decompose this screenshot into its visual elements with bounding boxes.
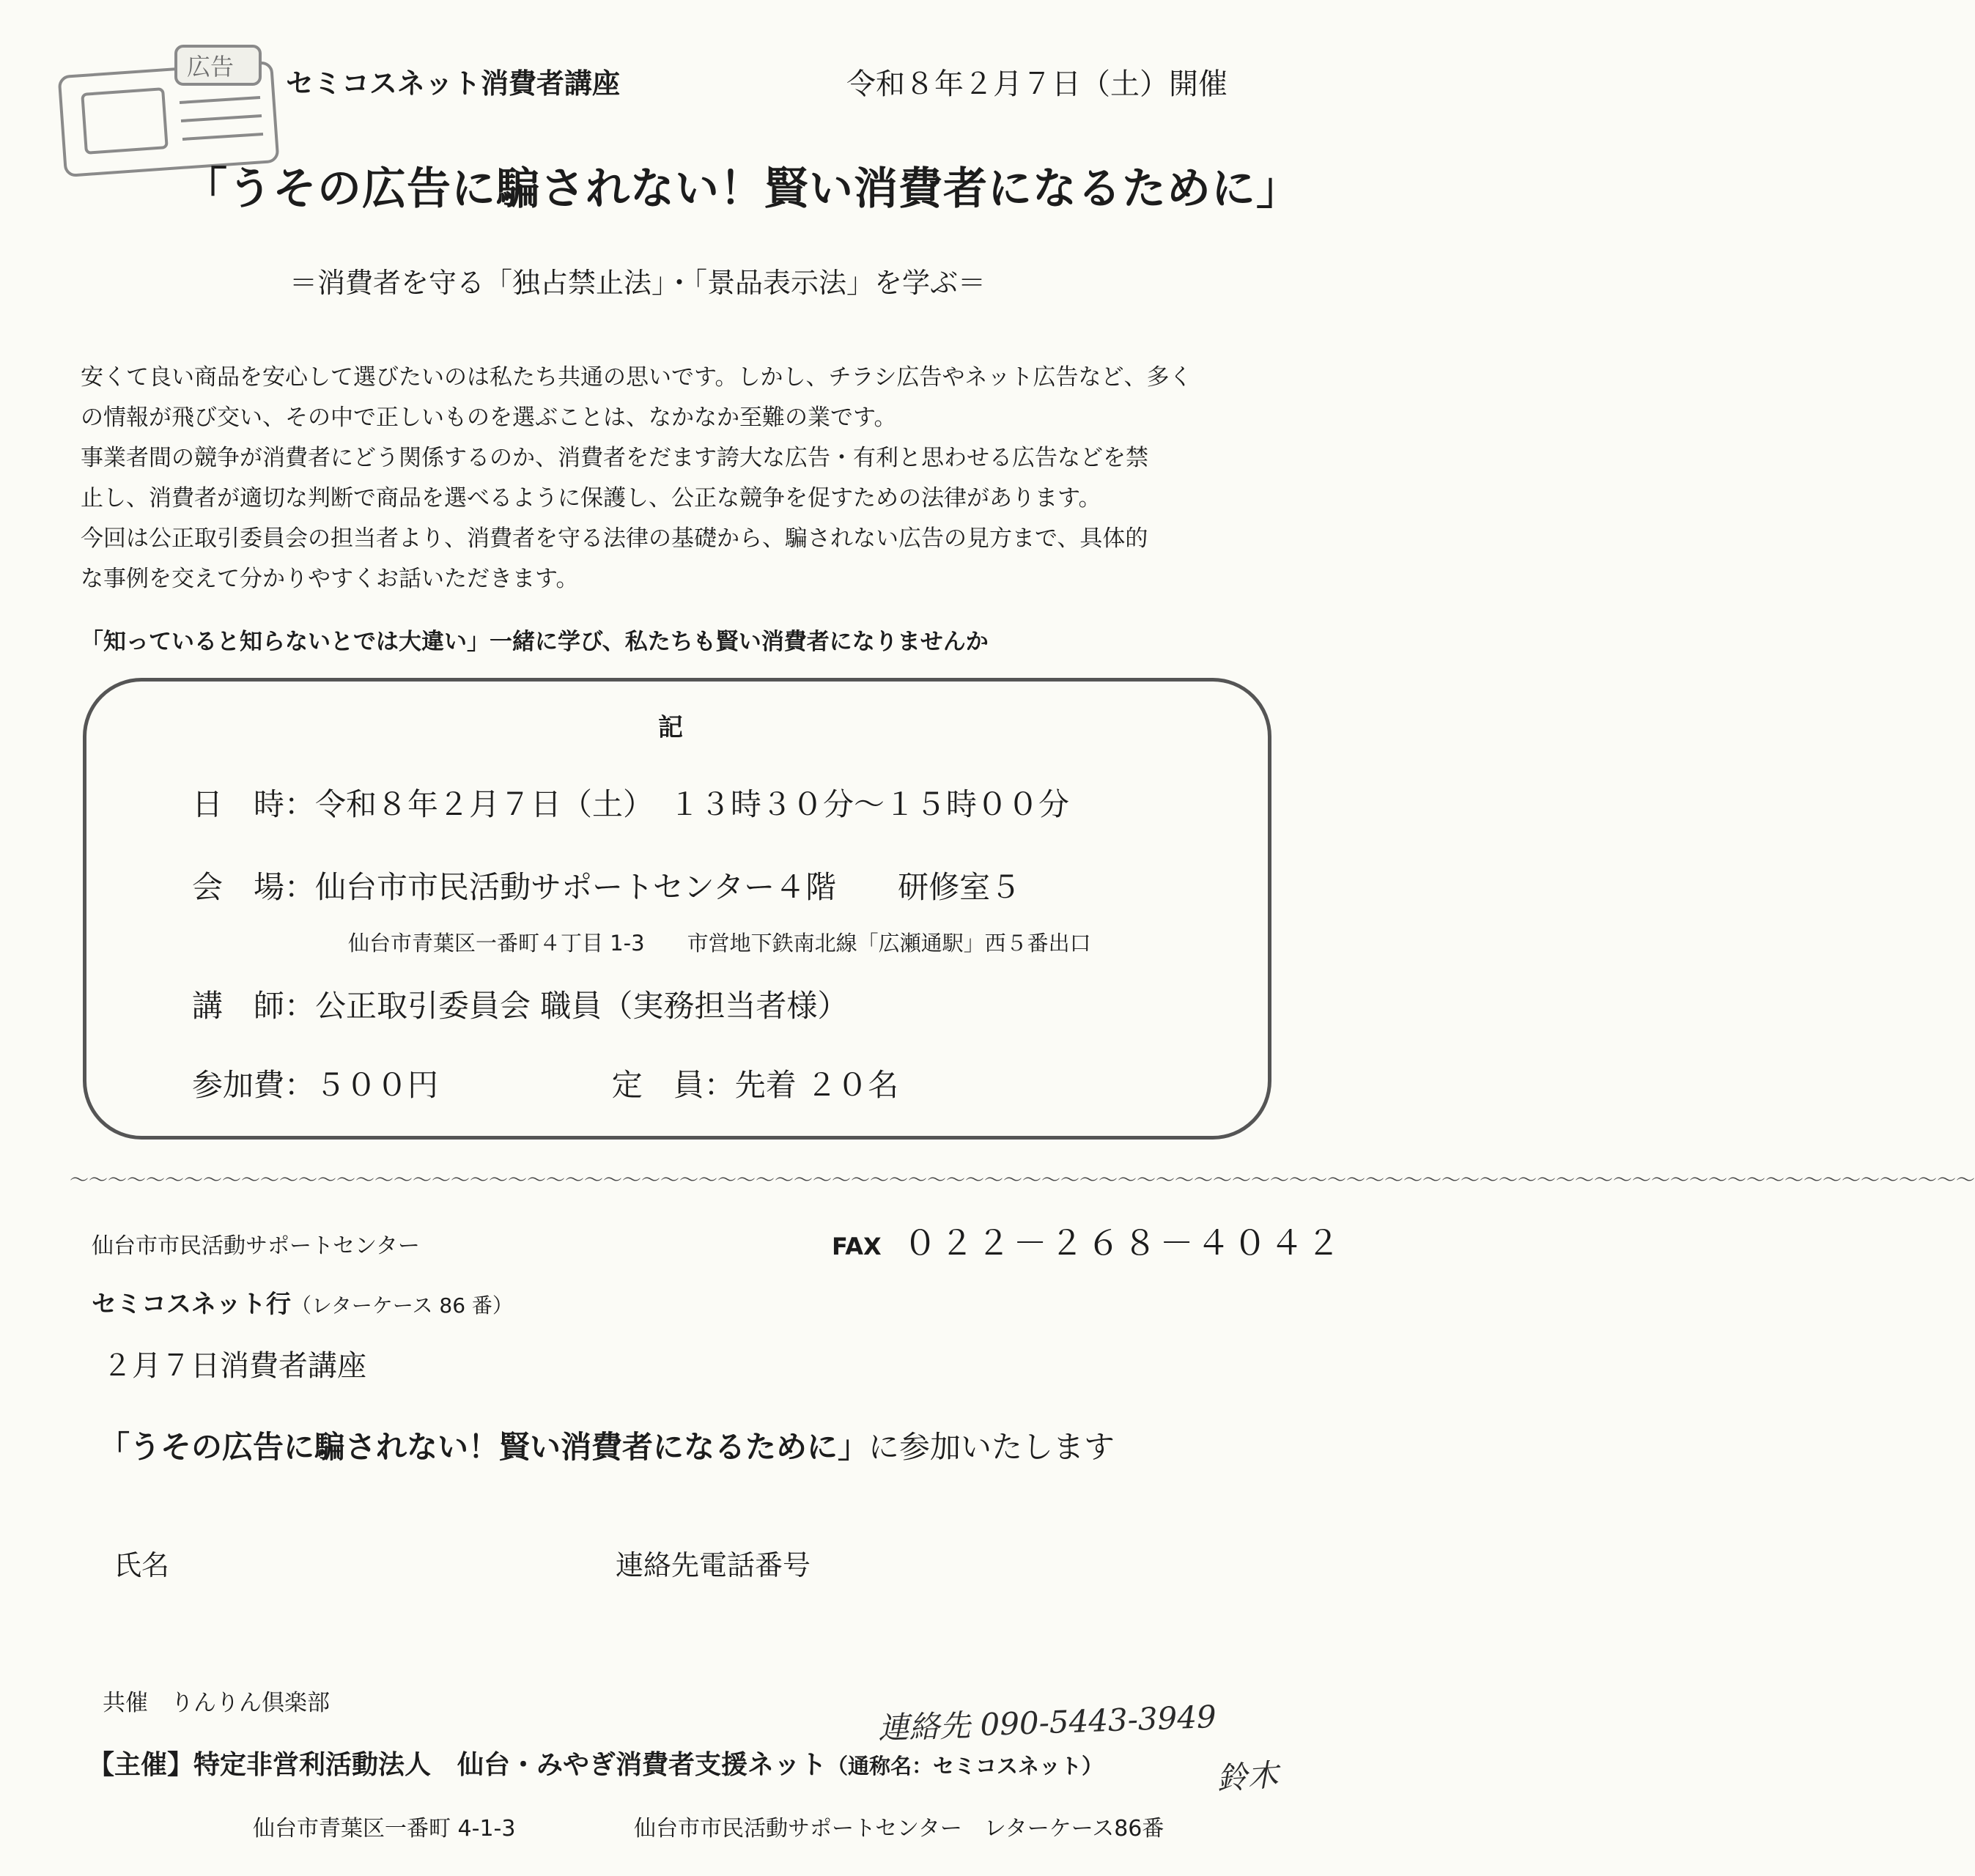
fee-label: 参加費： [192, 1067, 316, 1103]
capacity-value: 先着 ２０名 [734, 1067, 899, 1103]
datetime-value: 令和８年２月７日（土） １３時３０分～１５時００分 [315, 786, 1070, 822]
venue-row [192, 863, 1021, 907]
handwritten-name: 鈴木 [1215, 1757, 1280, 1797]
footer-lettercase: 仙台市市民活動サポートセンター レターケース86番 [634, 1816, 1164, 1842]
intro-line: な事例を交えて分かりやすくお話いただきます。 [81, 566, 579, 592]
intro-line: 止し、消費者が適切な判断で商品を選べるように保護し、公正な競争を促すための法律があります。 [81, 485, 1101, 512]
addressee-note: （レターケース 86 番） [291, 1293, 513, 1318]
details-heading: 記 [658, 713, 683, 742]
cut-line-divider: ～～～～～～～～～～～～～～～～～～～～～～～～～～～～～～～～～～～～～～～～～～～～～～～～～～～～～～～～～～～～～～～～～～～～～～～～～～～～～～～～～～～～～～～～～～～～～～～～～～～～ [70, 1170, 1975, 1192]
capacity-label: 定 員： [611, 1067, 735, 1103]
intro-line: 安くて良い商品を安心して選びたいのは私たち共通の思いです。しかし、チラシ広告やネット広告など、多く [81, 364, 1192, 391]
host-name: 【主催】特定非営利活動法人 仙台・みやぎ消費者支援ネット [88, 1750, 827, 1780]
intro-line: 事業者間の競争が消費者にどう関係するのか、消費者をだます誇大な広告・有利と思わせる広告などを禁 [81, 445, 1148, 471]
event-date-header: 令和８年２月７日（土）開催 [846, 67, 1228, 101]
host-alias: （通称名：セミコスネット） [827, 1754, 1104, 1779]
handwritten-contact: 連絡先 090-5443-3949 [877, 1698, 1217, 1747]
entry-title: 「うその広告に騙されない！賢い消費者になるために」 [99, 1429, 869, 1465]
fax-recipient-org: 仙台市市民活動サポートセンター [92, 1233, 420, 1259]
lecturer-value: 公正取引委員会 職員（実務担当者様） [315, 988, 849, 1024]
host-organizer [88, 1744, 1103, 1781]
fax-addressee [92, 1284, 513, 1320]
entry-statement [99, 1423, 1115, 1467]
fax-number: ０２２－２６８－４０４２ [903, 1223, 1343, 1263]
fee-value: ５００円 [315, 1067, 439, 1103]
intro-line: の情報が飛び交い、その中で正しいものを選ぶことは、なかなか至難の業です。 [81, 405, 897, 431]
lecturer-label: 講 師： [192, 988, 316, 1024]
entry-suffix: に参加いたします [868, 1429, 1115, 1465]
name-field-label: 氏名 [114, 1549, 170, 1581]
addressee-name: セミコスネット行 [92, 1290, 291, 1319]
fee-row [192, 1061, 898, 1105]
series-title: セミコスネット消費者講座 [286, 67, 621, 100]
datetime-label: 日 時： [192, 786, 316, 822]
intro-line: 今回は公正取引委員会の担当者より、消費者を守る法律の基礎から、騙されない広告の見方まで、具体的 [81, 525, 1148, 552]
phone-field-label: 連絡先電話番号 [616, 1549, 811, 1581]
venue-value: 仙台市市民活動サポートセンター４階 研修室５ [315, 869, 1022, 905]
venue-address: 仙台市青葉区一番町４丁目 1-3 市営地下鉄南北線「広瀬通駅」西５番出口 [348, 931, 1091, 956]
intro-text [81, 358, 1253, 599]
fax-label: FAX [832, 1233, 882, 1260]
page-title: 「うその広告に騙されない！賢い消費者になるために」 [183, 163, 1301, 215]
catchphrase: 「知っていると知らないとでは大違い」一緒に学び、私たちも賢い消費者になりませんか [81, 629, 989, 655]
fax-number-line [832, 1216, 1343, 1265]
datetime-row [192, 780, 1069, 824]
venue-label: 会 場： [192, 869, 316, 905]
page-subtitle: ＝消費者を守る「独占禁止法」・「景品表示法」を学ぶ＝ [289, 267, 986, 299]
cohost: 共催 りんりん倶楽部 [103, 1690, 330, 1716]
stamp-label: 広告 [187, 53, 235, 81]
footer-address: 仙台市青葉区一番町 4-1-3 [253, 1816, 516, 1842]
fax-event-name: ２月７日消費者講座 [103, 1349, 366, 1383]
lecturer-row [192, 982, 848, 1026]
